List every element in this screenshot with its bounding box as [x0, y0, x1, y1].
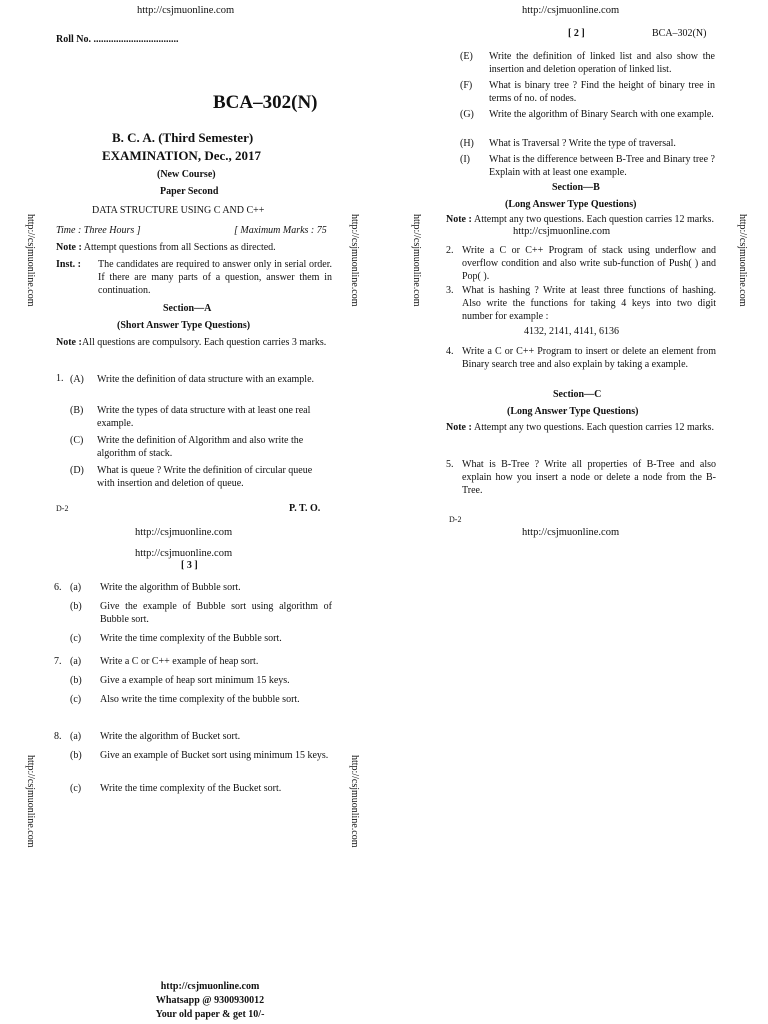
section-b-title: Section—B: [552, 182, 600, 193]
footer-whatsapp: Whatsapp @ 9300930012: [155, 995, 265, 1006]
watermark-vertical-2: http://csjmuonline.com: [349, 214, 360, 307]
maximum-marks: [ Maximum Marks : 75: [234, 225, 327, 236]
question-label: (F): [460, 80, 473, 91]
general-note: [56, 241, 336, 254]
question-text: Also write the time complexity of the bubble sort.: [100, 694, 300, 705]
question-label: (H): [460, 138, 474, 149]
question-label: (b): [70, 675, 82, 686]
question-label: (c): [70, 633, 82, 644]
inst-label: Inst. :: [56, 259, 82, 270]
question-label: (G): [460, 109, 474, 120]
page2-footer-code: D-2: [449, 515, 462, 524]
hash-keys: 4132, 2141, 4141, 6136: [524, 326, 619, 337]
question-label: (I): [460, 154, 470, 165]
question-text: Write the algorithm of Binary Search with one example.: [489, 109, 714, 120]
question-text: Write the time complexity of the Bubble sort.: [100, 633, 282, 644]
question-label: (E): [460, 51, 473, 62]
question-text: What is queue ? Write the definition of circular queue with insertion and deletion of queue.: [97, 465, 313, 489]
question-text: Write the types of data structure with at least one real example.: [97, 405, 311, 429]
section-a-subtitle: (Short Answer Type Questions): [117, 320, 251, 331]
inst-text: The candidates are required to answer only in serial order. If there are many parts of a question, answer them in continuation.: [98, 259, 332, 296]
question-text: Write the algorithm of Bubble sort.: [100, 582, 241, 593]
question-label: (C): [70, 435, 84, 446]
question-label: (b): [70, 601, 82, 612]
question-text: Give the example of Bubble sort using algorithm of Bubble sort.: [100, 601, 332, 625]
section-a-note-label: Note :: [56, 337, 82, 348]
course-title: B. C. A. (Third Semester): [112, 130, 254, 145]
roll-no: Roll No. ..................................: [56, 34, 179, 45]
question-label: (c): [70, 694, 82, 705]
question-text: Write the time complexity of the Bucket sort.: [100, 783, 282, 794]
page2-code: BCA–302(N): [652, 28, 707, 39]
time-allowed: Time : Three Hours ]: [56, 225, 141, 236]
section-b-note-text: Attempt any two questions. Each question carries 12 marks.: [474, 214, 714, 225]
watermark-vertical-4: http://csjmuonline.com: [737, 214, 748, 307]
watermark-vertical-5: http://csjmuonline.com: [25, 755, 36, 848]
question-text: What is hashing ? Write at least three functions of hashing. Also write the functions for taking 4 keys into two digit number for example :: [462, 285, 716, 322]
question-text: Write the algorithm of Bucket sort.: [100, 731, 241, 742]
question-6-number: 6.: [54, 582, 62, 593]
section-c-note-label: Note :: [446, 422, 472, 433]
footer-tagline: Your old paper & get 10/-: [155, 1009, 265, 1020]
section-c-title: Section—C: [553, 389, 602, 400]
question-label: (a): [70, 731, 82, 742]
watermark-url-page2-bottom: http://csjmuonline.com: [522, 527, 620, 538]
pto: P. T. O.: [289, 503, 321, 514]
watermark-vertical-1: http://csjmuonline.com: [25, 214, 36, 307]
page2-number: [ 2 ]: [568, 28, 585, 39]
question-label: (b): [70, 750, 82, 761]
question-number: 5.: [446, 459, 454, 470]
watermark-url-top-left: http://csjmuonline.com: [137, 5, 235, 16]
question-1-number: 1.: [56, 373, 64, 384]
question-text: Give an example of Bucket sort using minimum 15 keys.: [100, 750, 329, 761]
watermark-url-inline: http://csjmuonline.com: [513, 226, 611, 237]
section-a-note-text: All questions are compulsory. Each question carries 3 marks.: [82, 337, 327, 348]
question-label: (A): [70, 374, 84, 385]
page1-footer-code: D-2: [56, 504, 69, 513]
question-label: (D): [70, 465, 84, 476]
note-text: Attempt questions from all Sections as directed.: [83, 242, 276, 253]
watermark-url-top-right: http://csjmuonline.com: [522, 5, 620, 16]
watermark-vertical-6: http://csjmuonline.com: [349, 755, 360, 848]
section-b-note-label: Note :: [446, 214, 472, 225]
question-text: Give a example of heap sort minimum 15 keys.: [100, 675, 290, 686]
question-7-number: 7.: [54, 656, 62, 667]
question-text: What is B-Tree ? Write all properties of B-Tree and also explain how you insert a node or delete a node from the B-Tree.: [462, 459, 716, 496]
section-b-subtitle: (Long Answer Type Questions): [505, 199, 637, 210]
footer-site: http://csjmuonline.com: [160, 981, 260, 992]
question-label: (c): [70, 783, 82, 794]
question-text: Write a C or C++ Program of stack using underflow and overflow condition and also write sub-function of Push( ) and Pop( ).: [462, 245, 716, 282]
question-1a: [70, 373, 335, 399]
question-text: What is binary tree ? Find the height of binary tree in terms of no. of nodes.: [489, 80, 715, 104]
question-number: 2.: [446, 245, 454, 256]
question-number: 4.: [446, 346, 454, 357]
watermark-url-page3-top-2: http://csjmuonline.com: [135, 548, 233, 559]
exam-title: EXAMINATION, Dec., 2017: [102, 148, 261, 163]
question-label: (B): [70, 405, 84, 416]
subject-title: DATA STRUCTURE USING C AND C++: [92, 205, 265, 216]
section-a-title: Section—A: [163, 303, 212, 314]
new-course: (New Course): [157, 169, 216, 180]
question-text: Write a C or C++ example of heap sort.: [100, 656, 259, 667]
question-number: 3.: [446, 285, 454, 296]
question-8-number: 8.: [54, 731, 62, 742]
paper-code: BCA–302(N): [213, 92, 318, 113]
question-label: (a): [70, 582, 82, 593]
question-text: Write the definition of linked list and also show the insertion and deletion operation of linked list.: [489, 51, 715, 75]
question-text: What is the difference between B-Tree and Binary tree ? Explain with at least one example.: [489, 154, 715, 178]
question-text: Write a C or C++ Program to insert or delete an element from Binary search tree and also explain by taking a example.: [462, 346, 716, 370]
page3-number: [ 3 ]: [181, 560, 198, 571]
question-text: Write the definition of Algorithm and also write the algorithm of stack.: [97, 435, 304, 459]
section-c-note-text: Attempt any two questions. Each question carries 12 marks.: [474, 422, 714, 433]
note-label: Note :: [56, 242, 82, 253]
section-c-subtitle: (Long Answer Type Questions): [507, 406, 639, 417]
question-text: What is Traversal ? Write the type of traversal.: [489, 138, 676, 149]
question-label: (a): [70, 656, 82, 667]
question-text: Write the definition of data structure with an example.: [97, 374, 315, 385]
watermark-url-page3-top-1: http://csjmuonline.com: [135, 527, 233, 538]
paper-number: Paper Second: [160, 186, 219, 197]
watermark-vertical-3: http://csjmuonline.com: [411, 214, 422, 307]
